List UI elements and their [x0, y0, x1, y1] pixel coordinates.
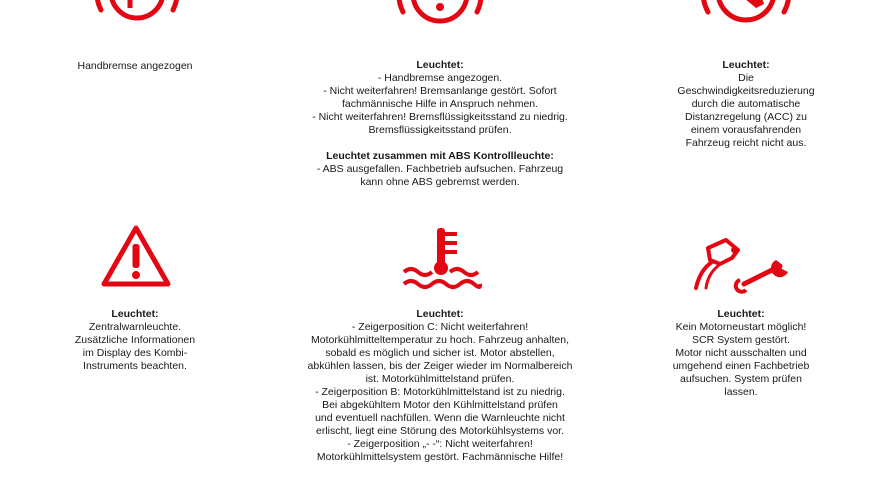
handbrake-label: Handbremse angezogen [77, 60, 193, 72]
central-line: im Display des Kombi- [82, 347, 188, 359]
central-warning-description [40, 308, 230, 373]
acc-distance-warning-icon [698, 0, 794, 36]
central-line: Instruments beachten. [83, 360, 187, 372]
coolant-line: Bei abgekühltem Motor den Kühlmittelstand prüfen [322, 399, 558, 411]
brake-abs-heading: Leuchtet zusammen mit ABS Kontrollleuchte: [326, 150, 554, 162]
scr-line: aufsuchen. System prüfen [680, 373, 802, 385]
central-line: Zusätzliche Informationen [74, 334, 196, 346]
central-line: Zentralwarnleuchte. [88, 321, 182, 333]
brake-line: Bremsflüssigkeitsstand prüfen. [368, 124, 512, 136]
brake-warning-description [285, 59, 595, 189]
brake-abs-line: kann ohne ABS gebremst werden. [360, 176, 520, 188]
scr-description [643, 308, 839, 399]
scr-line: Motor nicht ausschalten und [675, 347, 807, 359]
handbrake-description [35, 60, 235, 73]
acc-line: durch die automatische [691, 98, 801, 110]
scr-system-wrench-icon [688, 236, 800, 292]
coolant-temperature-icon [402, 226, 482, 290]
coolant-line: und eventuell nachfüllen. Wenn die Warnleuchte nicht [315, 412, 565, 424]
acc-line: Die [738, 72, 754, 84]
coolant-description [285, 308, 595, 464]
brake-abs-line: - ABS ausgefallen. Fachbetrieb aufsuchen. Fahrzeug [316, 163, 564, 175]
acc-description [648, 59, 844, 150]
coolant-line: Motorkühlmittelsystem gestört. Fachmännische Hilfe! [316, 451, 564, 463]
coolant-line: - Zeigerposition „- -“: Nicht weiterfahren! [347, 438, 533, 450]
scr-line: lassen. [724, 386, 758, 398]
brake-line: - Nicht weiterfahren! Bremsflüssigkeitsstand zu niedrig. [312, 111, 568, 123]
acc-line: einem vorausfahrenden [690, 124, 802, 136]
coolant-line: sobald es möglich und sicher ist. Motor abstellen, [325, 347, 555, 359]
coolant-line: - Zeigerposition C: Nicht weiterfahren! [351, 321, 529, 333]
brake-heading: Leuchtet: [416, 59, 464, 71]
brake-line: fachmännische Hilfe in Anspruch nehmen. [341, 98, 539, 110]
parking-brake-icon [90, 0, 184, 34]
scr-line: umgehend einen Fachbetrieb [672, 360, 810, 372]
coolant-heading: Leuchtet: [416, 308, 464, 320]
acc-heading: Leuchtet: [722, 59, 770, 71]
coolant-line: Motorkühlmitteltemperatur zu hoch. Fahrzeug anhalten, [311, 334, 569, 346]
scr-heading: Leuchtet: [717, 308, 765, 320]
scr-line: Kein Motorneustart möglich! [675, 321, 807, 333]
brake-warning-icon [395, 0, 485, 36]
acc-line: Fahrzeug reicht nicht aus. [685, 137, 807, 149]
acc-line: Geschwindigkeitsreduzierung [677, 85, 815, 97]
coolant-line: ist. Motorkühlmittelstand prüfen. [365, 373, 515, 385]
brake-line: - Handbremse angezogen. [377, 72, 503, 84]
coolant-line: erlischt, liegt eine Störung des Motorkühlsystems vor. [315, 425, 565, 437]
coolant-line: abkühlen lassen, bis der Zeiger wieder im Normalbereich [307, 360, 573, 372]
coolant-line: - Zeigerposition B: Motorkühlmittelstand ist zu niedrig. [315, 386, 565, 398]
warning-triangle-icon [98, 222, 174, 290]
scr-line: SCR System gestört. [691, 334, 791, 346]
central-heading: Leuchtet: [111, 308, 159, 320]
brake-line: - Nicht weiterfahren! Bremsanlange gestört. Sofort [323, 85, 557, 97]
acc-line: Distanzregelung (ACC) zu [685, 111, 807, 123]
